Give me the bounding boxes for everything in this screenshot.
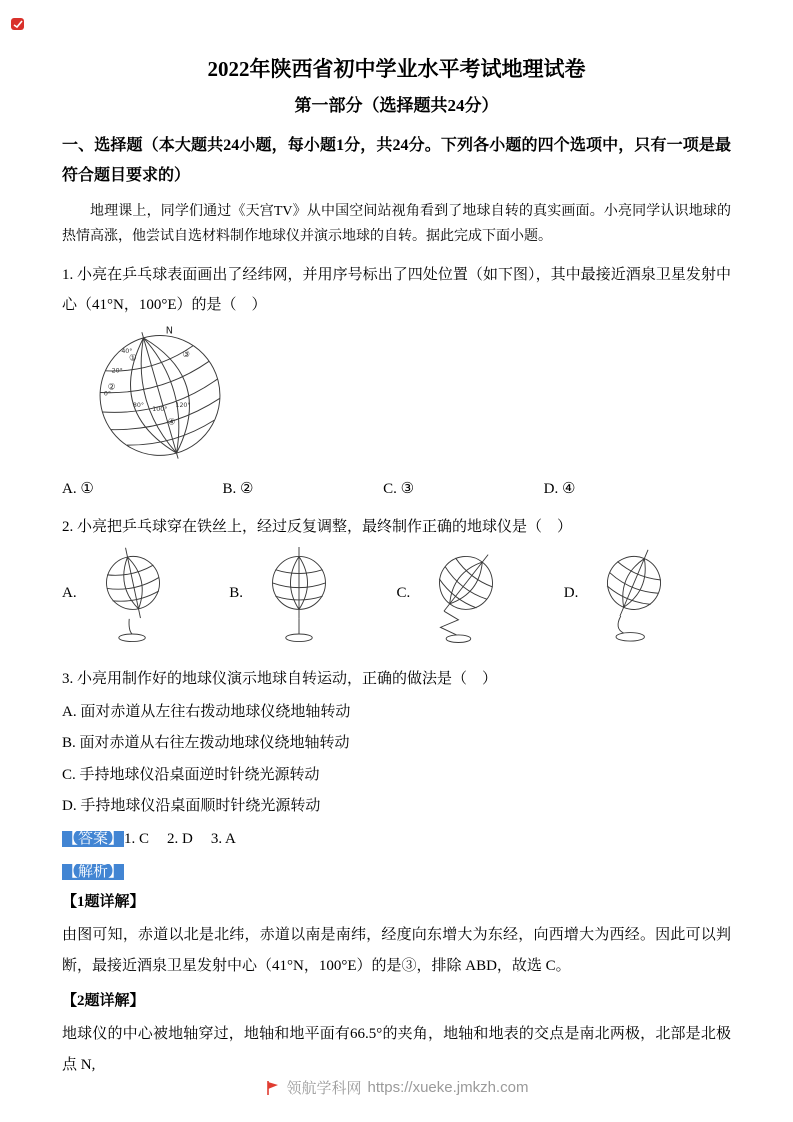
desk-globe-d-icon	[582, 543, 686, 655]
answer-line	[62, 827, 731, 851]
question-3-text: 3. 小亮用制作好的地球仪演示地球自转运动，正确的做法是（ ）	[62, 670, 498, 687]
question-2-text: 2. 小亮把乒乓球穿在铁丝上，经过反复调整，最终制作正确的地球仪是（ ）	[62, 518, 573, 535]
watermark-footer	[0, 1077, 793, 1098]
question-1-options	[62, 478, 731, 501]
point-2-label: ②	[107, 383, 116, 394]
lat-0-label: 0°	[103, 390, 112, 398]
lon-80-label: 80°	[132, 402, 145, 410]
intro-paragraph: 地理课上，同学们通过《天宫TV》从中国空间站视角看到了地球自转的真实画面。小亮同学认识地球的热情高涨，他尝试自选材料制作地球仪并演示地球的自转。据此完成下面小题。	[62, 203, 731, 245]
section-heading: 一、选择题（本大题共24小题，每小题1分，共24分。下列各小题的四个选项中，只有一项是最符合题目要求的）	[62, 137, 731, 184]
point-4-label: ④	[167, 417, 176, 428]
analysis-label: 【解析】	[63, 863, 124, 880]
question-1-text: 1. 小亮在乒乓球表面画出了经纬网，并用序号标出了四处位置（如下图），其中最接近酒泉卫星发射中心（41°N，100°E）的是（ ）	[62, 267, 731, 314]
q1-option-a: A. ①	[62, 481, 94, 498]
answer-item-1: 1. C	[124, 830, 150, 847]
lat-20-label: 20°	[111, 367, 123, 375]
question-2-figure-row	[62, 543, 731, 655]
site-logo-icon	[265, 1080, 281, 1096]
corner-stamp-icon	[10, 16, 26, 32]
q2-option-a-label: A.	[62, 585, 77, 602]
lat-40-label: 40°	[121, 348, 133, 356]
part-heading: 第一部分（选择题共24分）	[294, 96, 499, 116]
answer-label: 【答案】	[63, 830, 124, 847]
q2-option-a-cell	[62, 543, 229, 655]
desk-globe-a-icon	[81, 543, 185, 655]
q1-option-b: B. ②	[222, 481, 254, 498]
q1-option-d: D. ④	[543, 481, 576, 498]
desk-globe-b-icon	[247, 543, 351, 655]
q3-option-b: B. 面对赤道从右往左拨动地球仪绕地轴转动	[62, 735, 350, 752]
q3-option-a: A. 面对赤道从左往右拨动地球仪绕地轴转动	[62, 703, 351, 720]
point-3-label: ③	[182, 350, 191, 361]
q2-option-d-label: D.	[563, 585, 579, 602]
point-1-label: ①	[129, 354, 137, 365]
q2-option-c-cell	[397, 543, 564, 655]
detail-1-text: 由图可知，赤道以北是北纬，赤道以南是南纬，经度向东增大为东经，向西增大为西经。因此可以判断，最接近酒泉卫星发射中心（41°N，100°E）的是③，排除 ABD，故选 C。	[62, 926, 731, 975]
q2-option-d-cell	[564, 543, 731, 655]
q3-option-d: D. 手持地球仪沿桌面顺时针绕光源转动	[62, 798, 321, 815]
question-1-figure	[80, 322, 731, 472]
q3-option-c: C. 手持地球仪沿桌面逆时针绕光源转动	[62, 766, 320, 783]
answer-item-3: 3. A	[210, 830, 236, 847]
site-name: 领航学科网	[286, 1080, 362, 1097]
q2-option-b-cell	[229, 543, 396, 655]
answer-item-2: 2. D	[167, 830, 193, 847]
latlon-globe-figure	[80, 322, 240, 467]
page-title: 2022年陕西省初中学业水平考试地理试卷	[207, 57, 586, 81]
site-url: https://xueke.jmkzh.com	[367, 1079, 529, 1096]
desk-globe-c-icon	[414, 543, 518, 655]
analysis-line	[62, 860, 731, 884]
north-pole-label: N	[165, 325, 174, 337]
q2-option-b-label: B.	[229, 585, 244, 602]
q2-option-c-label: C.	[396, 585, 411, 602]
q1-option-c: C. ③	[383, 481, 415, 498]
detail-2-text: 地球仪的中心被地轴穿过，地轴和地平面有66.5°的夹角，地轴和地表的交点是南北两极，北部是北极点 N,	[62, 1025, 731, 1074]
detail-1-label: 【1题详解】	[62, 893, 145, 910]
detail-2-label: 【2题详解】	[62, 992, 145, 1009]
lon-120-label: 120°	[175, 402, 191, 410]
lon-100-label: 100°	[152, 406, 168, 414]
